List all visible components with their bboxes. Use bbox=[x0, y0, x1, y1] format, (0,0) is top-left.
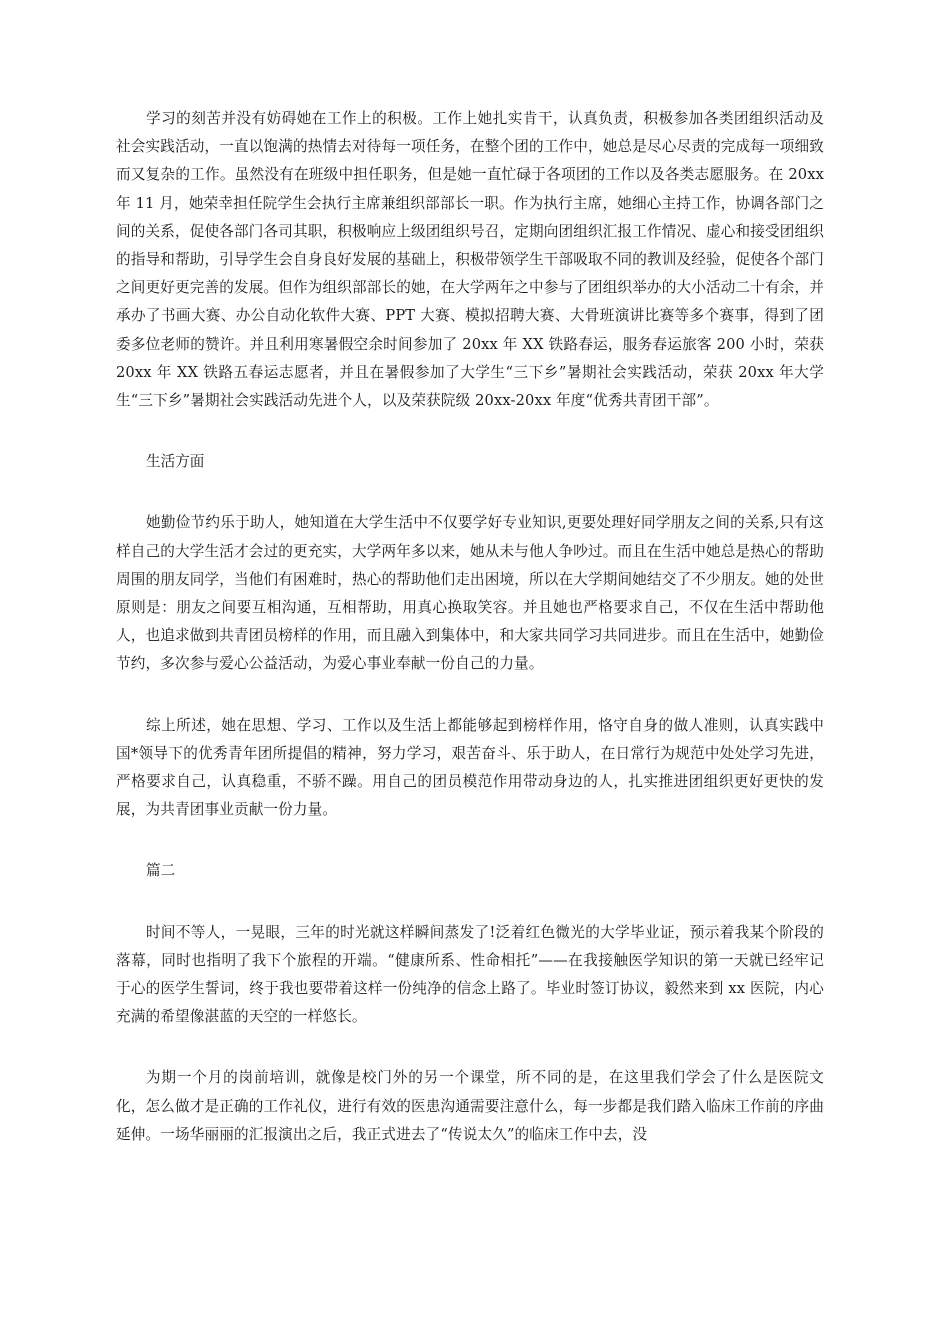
paragraph-work: 学习的刻苦并没有妨碍她在工作上的积极。工作上她扎实肯干，认真负责，积极参加各类团组织活动及社会实践活动，一直以饱满的热情去对待每一项任务，在整个团的工作中，她总是尽心尽责的完成每一项细致而又复杂的工作。虽然没有在班级中担任职务，但是她一直忙碌于各项团的工作以及各类志愿服务。在 20xx 年 11 月，她荣幸担任院学生会执行主席兼组织部部长一职。作为执行主席，她细心主持工作，协调各部门之间的关系，促使各部门各司其职，积极响应上级团组织号召，定期向团组织汇报工作情况、虚心和接受团组织的指导和帮助，引导学生会自身良好发展的基础上，积极带领学生干部吸取不同的教训及经验，促使各个部门之间更好更完善的发展。但作为组织部部长的她，在大学两年之中参与了团组织举办的大小活动二十有余，并承办了书画大赛、办公自动化软件大赛、PPT 大赛、模拟招聘大赛、大骨班演讲比赛等多个赛事，得到了团委多位老师的赞许。并且利用寒暑假空余时间参加了 20xx 年 XX 铁路春运，服务春运旅客 200 小时，荣获 20xx 年 XX 铁路五春运志愿者，并且在暑假参加了大学生“三下乡”暑期社会实践活动，荣获 20xx 年大学生“三下乡”暑期社会实践活动先进个人，以及荣获院级 20xx-20xx 年度“优秀共青团干部”。 bbox=[116, 110, 824, 410]
section-heading-life: 生活方面 bbox=[146, 453, 205, 471]
paragraph-training: 为期一个月的岗前培训，就像是校门外的另一个课堂，所不同的是，在这里我们学会了什么是医院文化，怎么做才是正确的工作礼仪，进行有效的医患沟通需要注意什么，每一步都是我们踏入临床工作前的序曲延伸。一场华丽丽的汇报演出之后，我正式进去了“传说太久”的临床工作中去，没 bbox=[116, 1069, 824, 1143]
paragraph-spacer bbox=[116, 1031, 824, 1064]
paragraph-summary: 综上所述，她在思想、学习、工作以及生活上都能够起到榜样作用，恪守自身的做人准则，认真实践中国*领导下的优秀青年团所提倡的精神，努力学习，艰苦奋斗、乐于助人，在日常行为规范中处处学习先进，严格要求自己，认真稳重，不骄不躁。用自己的团员模范作用带动身边的人，扎实推进团组织更好更快的发展，为共青团事业贡献一份力量。 bbox=[116, 716, 824, 819]
paragraph-graduation: 时间不等人，一晃眼，三年的时光就这样瞬间蒸发了!泛着红色微光的大学毕业证，预示着我某个阶段的落幕，同时也指明了我下个旅程的开端。“健康所系、性命相托”——在我接触医学知识的第一天就已经牢记于心的医学生誓词，终于我也要带着这样一份纯净的信念上路了。毕业时签订协议，毅然来到 xx 医院，内心充满的希望像湛蓝的天空的一样悠长。 bbox=[116, 923, 824, 1026]
paragraph-spacer bbox=[116, 679, 824, 712]
section-heading-part-two: 篇二 bbox=[146, 862, 176, 880]
paragraph-spacer bbox=[116, 824, 824, 857]
paragraph-life: 她勤俭节约乐于助人，她知道在大学生活中不仅要学好专业知识,更要处理好同学朋友之间的关系,只有这样自己的大学生活才会过的更充实，大学两年多以来，她从未与他人争吵过。而且在生活中她总是热心的帮助周围的朋友同学，当他们有困难时，热心的帮助他们走出困境，所以在大学期间她结交了不少朋友。她的处世原则是：朋友之间要互相沟通，互相帮助，用真心换取笑容。并且她也严格要求自己，不仅在生活中帮助他人，也追求做到共青团员榜样的作用，而且融入到集体中，和大家共同学习共同进步。而且在生活中，她勤俭节约，多次参与爱心公益活动，为爱心事业奉献一份自己的力量。 bbox=[116, 514, 824, 673]
paragraph-spacer bbox=[116, 886, 824, 919]
paragraph-spacer bbox=[116, 476, 824, 509]
paragraph-spacer bbox=[116, 415, 824, 448]
document-body bbox=[116, 105, 824, 1149]
